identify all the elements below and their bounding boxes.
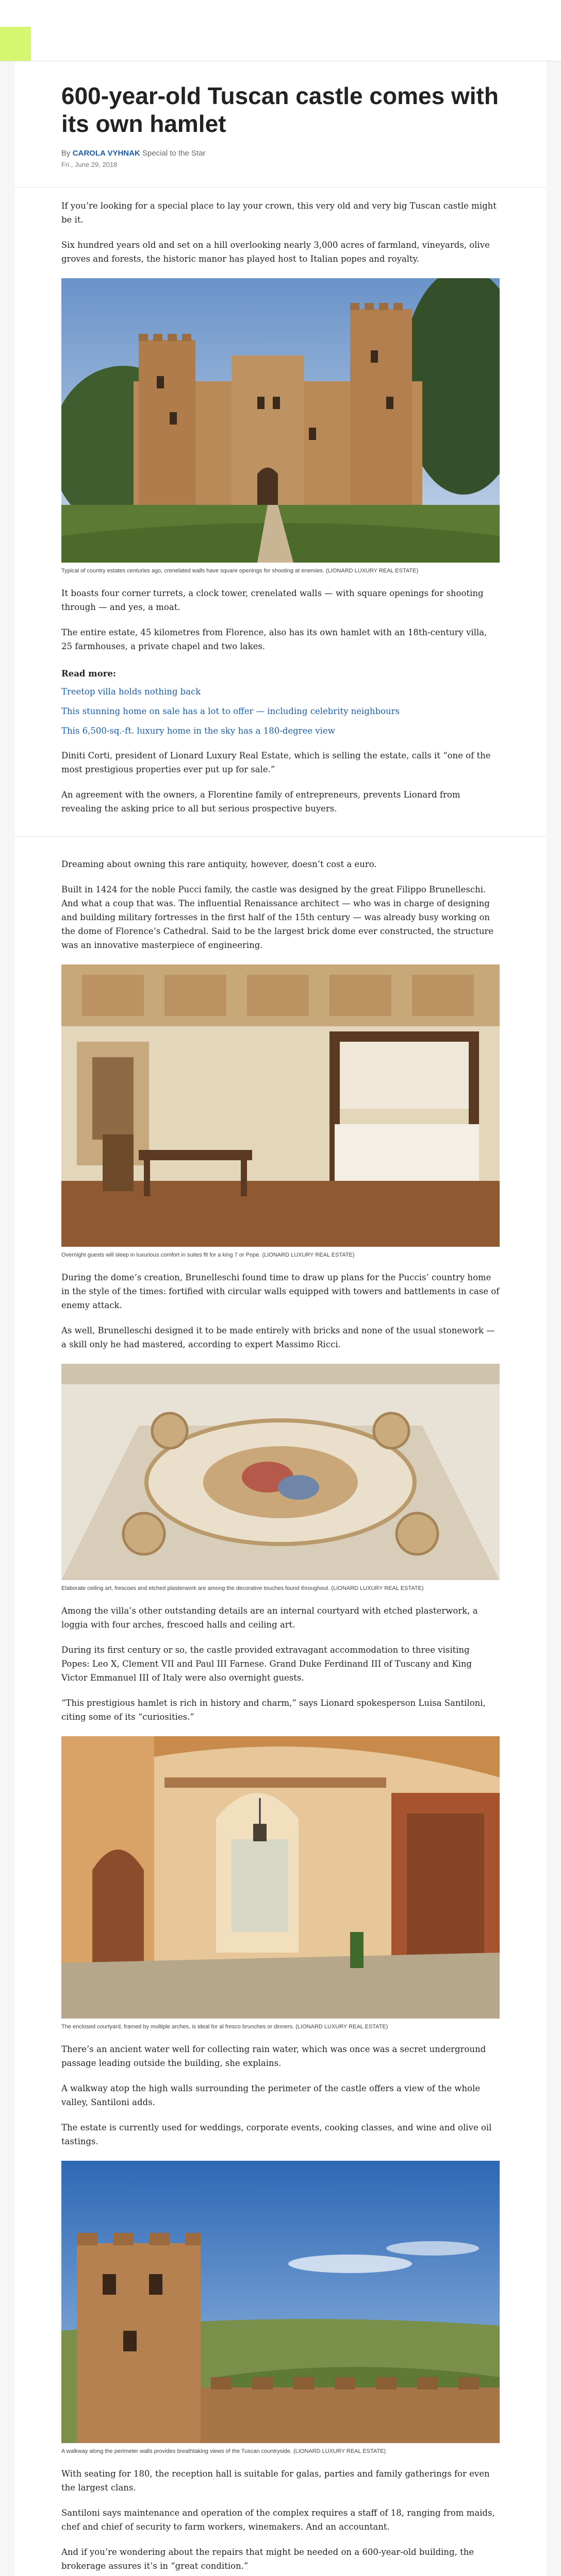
paragraph: Santiloni says maintenance and operation of the complex requires a staff of 18, ranging from maids, chef and chief of security to farm workers, winemakers. And an accountant. [61, 2508, 495, 2532]
paragraph: During the dome’s creation, Brunelleschi found time to draw up plans for the Puccis’ country home in the style of the times: fortified with circular walls equipped with towers and battlements in case of enemy attack. [61, 1273, 500, 1310]
bedroom-photo [61, 964, 500, 1259]
paragraph: A walkway atop the high walls surrounding the perimeter of the castle offers a view of the whole valley, Santiloni adds. [61, 2083, 481, 2107]
paragraph: “This prestigious hamlet is rich in history and charm,” says Lionard spokesperson Luisa Santiloni, citing some of its “curiosities.” [61, 1698, 486, 1722]
courtyard-photo [61, 1736, 500, 2031]
paragraph: The estate is currently used for weddings, corporate events, cooking classes, and wine and olive oil tastings. [61, 2123, 492, 2146]
paragraph: It boasts four corner turrets, a clock tower, crenelated walls — with square openings for shooting through — and yes, a moat. [61, 588, 484, 612]
related-links [61, 686, 500, 737]
photo-caption: Overnight guests will sleep in luxurious comfort in suites fit for a king 7 or Pope. (LIONARD LUXURY REAL ESTATE) [61, 1252, 355, 1258]
paragraph: An agreement with the owners, a Florentine family of entrepreneurs, prevents Lionard from revealing the asking price to all but serious prospective buyers. [61, 790, 460, 814]
read-more-heading: Read more: [61, 669, 116, 679]
byline-prefix: By [61, 149, 71, 158]
related-link[interactable]: This 6,500-sq.-ft. luxury home in the sky has a 180-degree view [61, 726, 335, 736]
divider [15, 187, 546, 188]
paragraph: Six hundred years old and set on a hill overlooking nearly 3,000 acres of farmland, vineyards, olive groves and forests, the historic manor has played host to Italian popes and royalty. [61, 240, 490, 264]
paragraph: With seating for 180, the reception hall is suitable for galas, parties and family gatherings for even the largest clans. [61, 2469, 490, 2493]
paragraph: There’s an ancient water well for collecting rain water, which was once was a secret underground passage leading outside the building, she explains. [61, 2044, 486, 2068]
photo-caption: Typical of country estates centuries ago, crenelated walls have square openings for shooting at enemies. (LIONARD LUXURY REAL ESTATE) [61, 568, 419, 574]
paragraph: During its first century or so, the castle provided extravagant accommodation to three visiting Popes: Leo X, Clement VII and Paul III Farnese. Grand Duke Ferdinand III of Tuscany and King Victor Emmanuel III of Italy were also overnight guests. [61, 1645, 472, 1683]
article-title: 600-year-old Tuscan castle comes with its own hamlet [61, 82, 499, 137]
photo-caption: Elaborate ceiling art, frescoes and etched plasterwork are among the decorative touches found throughout. (LIONARD LUXURY REAL ESTATE) [61, 1585, 424, 1591]
site-header [0, 0, 561, 61]
walkway-view-photo [61, 2161, 500, 2455]
paragraph: Diniti Corti, president of Lionard Luxury Real Estate, which is selling the estate, calls it “one of the most prestigious properties ever put up for sale.” [61, 751, 491, 774]
frescoed-ceiling-photo [61, 1364, 500, 1592]
paragraph: If you’re looking for a special place to lay your crown, this very old and very big Tuscan castle might be it. [61, 201, 497, 225]
article-column [61, 61, 500, 2576]
divider [15, 836, 546, 837]
related-link[interactable]: Treetop villa holds nothing back [61, 687, 201, 697]
paragraph: Among the villa’s other outstanding details are an internal courtyard with etched plasterwork, a loggia with four arches, frescoed halls and ceiling art. [61, 1606, 478, 1630]
author-link[interactable]: CAROLA VYHNAK [72, 149, 140, 158]
castle-exterior-photo [61, 278, 500, 575]
paragraph: The entire estate, 45 kilometres from Florence, also has its own hamlet with an 18th-century villa, 25 farmhouses, a private chapel and two lakes. [61, 628, 487, 651]
publish-date: Fri., June 29, 2018 [61, 161, 118, 168]
photo-caption: The enclosed courtyard, framed by multiple arches, is ideal for al fresco brunches or dinners. (LIONARD LUXURY REAL ESTATE) [61, 2024, 388, 2030]
header-accent [0, 27, 31, 61]
byline-affiliation: Special to the Star [142, 149, 206, 158]
photo-caption: A walkway along the perimeter walls provides breathtaking views of the Tuscan countryside. (LIONARD LUXURY REAL ESTATE) [61, 2448, 386, 2454]
paragraph: And if you’re wondering about the repairs that might be needed on a 600-year-old building, the brokerage assures it’s in “great condition.” [61, 2547, 474, 2571]
paragraph: As well, Brunelleschi designed it to be made entirely with bricks and none of the usual stonework — a skill only he had mastered, according to expert Massimo Ricci. [61, 1326, 495, 1349]
paragraph: Dreaming about owning this rare antiquity, however, doesn’t cost a euro. [61, 859, 377, 869]
byline [61, 149, 500, 158]
article-page [15, 61, 546, 2576]
paragraph: Built in 1424 for the noble Pucci family, the castle was designed by the great Filippo Brunelleschi. And what a coup that was. The influential Renaissance architect — who was in charge of designing and building military fortresses in the first half of the 15th century — was already busy working on the dome of Florence’s Cathedral. Said to be the largest brick dome ever constructed, the structure was an innovative masterpiece of engineering. [61, 885, 494, 950]
related-link[interactable]: This stunning home on sale has a lot to offer — including celebrity neighbours [61, 706, 400, 716]
